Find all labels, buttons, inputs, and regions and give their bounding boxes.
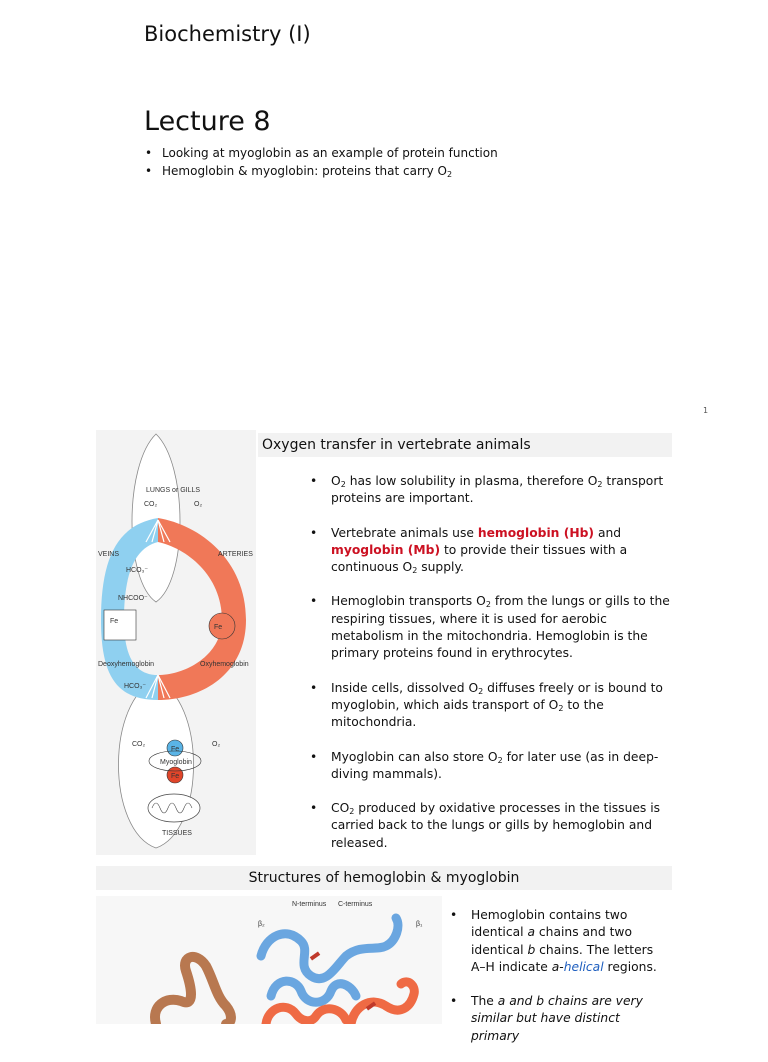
myoglobin-ribbon (155, 957, 231, 1024)
hemoglobin-structure-diagram (96, 896, 442, 1024)
arteries-label: ARTERIES (218, 551, 253, 558)
hco3-label: HCO₃⁻ (124, 683, 147, 690)
hco3-label: HCO₃⁻ (126, 567, 149, 574)
o2-label: O₂ (212, 741, 221, 748)
veins-label: VEINS (98, 551, 120, 558)
slide-title-structures: Structures of hemoglobin & myoglobin (96, 866, 672, 890)
course-title: Biochemistry (I) (144, 22, 311, 46)
slide-title-oxygen-transfer: Oxygen transfer in vertebrate animals (258, 433, 672, 457)
oxygen-transfer-bullets (309, 473, 675, 869)
bullet-item: • $CO_2$ produced by oxidative processes in the tissues is carried back to the lungs or gills by hemoglobin and released. (309, 800, 675, 852)
co2-label: CO₂ (144, 501, 158, 508)
bullet-item: • Hemoglobin transports $O_2$ from the lungs or gills to the respiring tissues, where it is used for aerobic metabolism in the mitochondria. Hemoglobin is the primary proteins found in erythrocytes. (309, 593, 675, 662)
beta1-label: β₁ (416, 921, 423, 928)
bullet-item: • Vertebrate animals use hemoglobin (Hb) and myoglobin (Mb) to provide their tissues with a continuous $O_2$ supply. (309, 525, 675, 577)
page-number: 1 (703, 406, 709, 415)
co2-label: CO₂ (132, 741, 146, 748)
topic-item: • Looking at myoglobin as an example of protein function (144, 144, 498, 162)
lecture-topics (144, 144, 498, 180)
tissues-label: TISSUES (162, 830, 192, 837)
o2-label: O₂ (194, 501, 203, 508)
alpha-chain-ribbon (261, 918, 398, 1002)
lungs-label: LUNGS or GILLS (146, 487, 201, 494)
bullet-item: • The a and b chains are very similar but have distinct primary (449, 993, 671, 1045)
n-terminus-label: N-terminus (292, 901, 327, 908)
oxy-label: Oxyhemoglobin (200, 661, 249, 668)
bullet-item: • Hemoglobin contains two identical a chains and two identical b chains. The letters A–H indicate a-helical regions. (449, 907, 671, 976)
structure-bullets (449, 907, 671, 1062)
bullet-item: • Inside cells, dissolved $O_2$ diffuses freely or is bound to myoglobin, which aids transport of $O_2$ to the mitochondria. (309, 680, 675, 732)
nhcoo-label: NHCOO⁻ (118, 595, 148, 602)
beta2-label: β₂ (258, 921, 265, 928)
fe-label: Fe (171, 773, 180, 780)
deoxy-label: Deoxyhemoglobin (98, 661, 155, 668)
bullet-item: • Myoglobin can also store $O_2$ for later use (as in deep-diving mammals). (309, 749, 675, 784)
oxygen-transfer-diagram (96, 430, 256, 855)
myoglobin-label: Myoglobin (160, 759, 192, 766)
hemoglobin-structure-figure (96, 896, 442, 1024)
oxygen-transfer-figure (96, 430, 256, 855)
bullet-item: • $O_2$ has low solubility in plasma, therefore $O_2$ transport proteins are important. (309, 473, 675, 508)
fe-label: Fe (214, 624, 223, 631)
fe-label: Fe (110, 618, 119, 625)
c-terminus-label: C-terminus (338, 901, 373, 908)
beta-chain-ribbon (266, 982, 414, 1024)
topic-item: • Hemoglobin & myoglobin: proteins that carry $O_2$ (144, 162, 498, 180)
lecture-title: Lecture 8 (144, 106, 271, 137)
fe-label: Fe (171, 746, 180, 753)
